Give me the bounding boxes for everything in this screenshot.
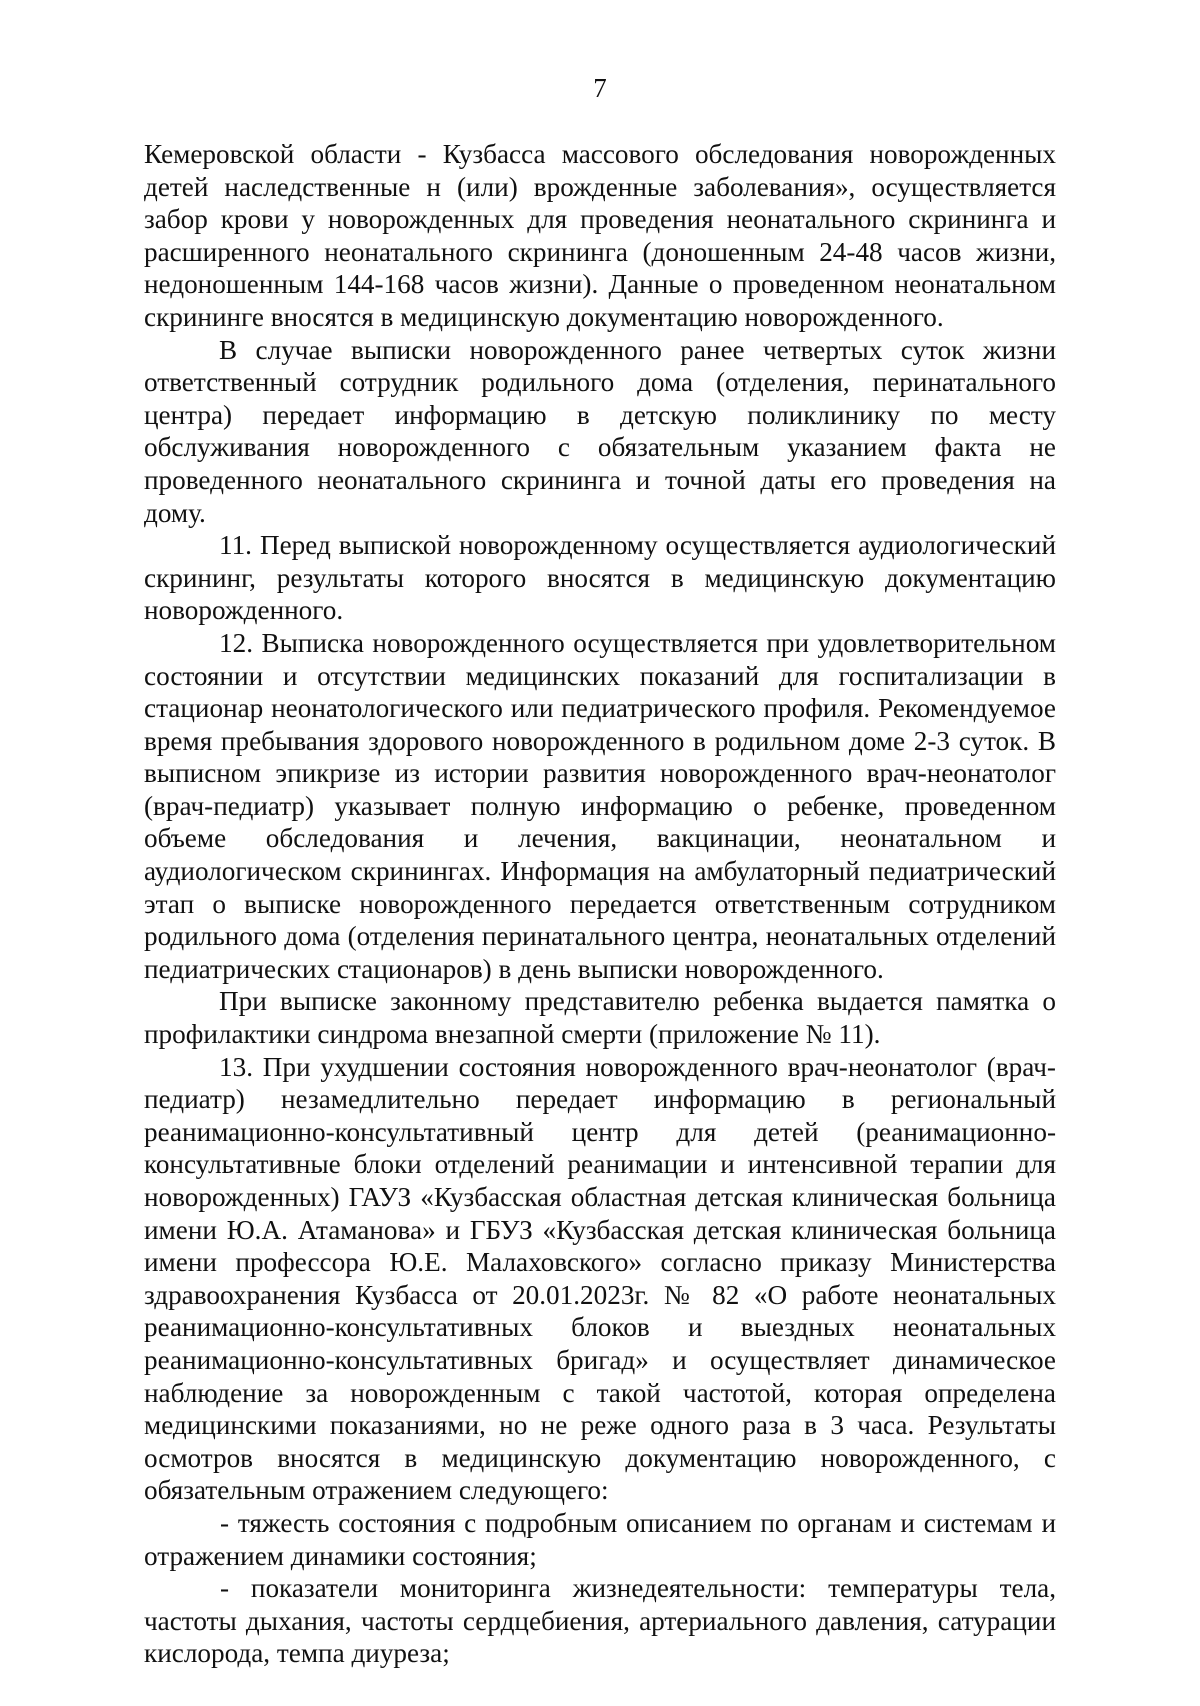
- list-item-monitoring: - показатели мониторинга жизнедеятельности: температуры тела, частоты дыхания, частоты сердцебиения, артериального давления, сатурации кислорода, темпа диуреза;: [144, 1573, 1056, 1669]
- paragraph-sids-memo: При выписке законному представителю ребенка выдается памятка о профилактики синдрома внезапной смерти (приложение № 11).: [144, 986, 1056, 1050]
- paragraph-item-12-discharge: 12. Выписка новорожденного осуществляется при удовлетворительном состоянии и отсутствии медицинских показаний для госпитализации в стационар неонатологического или педиатрического профиля. Рекомендуемое время пребывания здорового новорожденного в родильном доме 2-3 суток. В выписном эпикризе из истории развития новорожденного врач-неонатолог (врач-педиатр) указывает полную информацию о ребенке, проведенном объеме обследования и лечения, вакцинации, неонатальном и аудиологическом скринингах. Информация на амбулаторный педиатрический этап о выписке новорожденного передается ответственным сотрудником родильного дома (отделения перинатального центра, неонатальных отделений педиатрических стационаров) в день выписки новорожденного.: [144, 627, 1056, 984]
- paragraph-item-11-audiology: 11. Перед выпиской новорожденному осуществляется аудиологический скрининг, результаты которого вносятся в медицинскую документацию новорожденного.: [144, 530, 1056, 626]
- list-item-severity: - тяжесть состояния с подробным описанием по органам и системам и отражением динамики состояния;: [144, 1507, 1056, 1571]
- paragraph-item-13-deterioration: 13. При ухудшении состояния новорожденного врач-неонатолог (врач-педиатр) незамедлительно передает информацию в региональный реанимационно-консультативный центр для детей (реанимационно-консультативные блоки отделений реанимации и интенсивной терапии для новорожденных) ГАУЗ «Кузбасская областная детская клиническая больница имени Ю.А. Атаманова» и ГБУЗ «Кузбасская детская клиническая больница имени профессора Ю.Е. Малаховского» согласно приказу Министерства здравоохранения Кузбасса от 20.01.2023г. № 82 «О работе неонатальных реанимационно-консультативных блоков и выездных неонатальных реанимационно-консультативных бригад» и осуществляет динамическое наблюдение за новорожденным с такой частотой, которая определена медицинскими показаниями, но не реже одного раза в 3 часа. Результаты осмотров вносятся в медицинскую документацию новорожденного, с обязательным отражением следующего:: [144, 1051, 1056, 1506]
- page-number: 7: [593, 73, 607, 103]
- paragraph-newborn-screening-continuation: Кемеровской области - Кузбасса массового обследования новорожденных детей наследственные н (или) врожденные заболевания», осуществляется забор крови у новорожденных для проведения неонатального скрининга и расширенного неонатального скрининга (доношенным 24-48 часов жизни, недоношенным 144-168 часов жизни). Данные о проведенном неонатальном скрининге вносятся в медицинскую документацию новорожденного.: [144, 139, 1056, 332]
- paragraph-early-discharge: В случае выписки новорожденного ранее четвертых суток жизни ответственный сотрудник родильного дома (отделения, перинатального центра) передает информацию в детскую поликлинику по месту обслуживания новорожденного с обязательным указанием факта не проведенного неонатального скрининга и точной даты его проведения на дому.: [144, 334, 1056, 528]
- document-body: [144, 138, 1056, 1670]
